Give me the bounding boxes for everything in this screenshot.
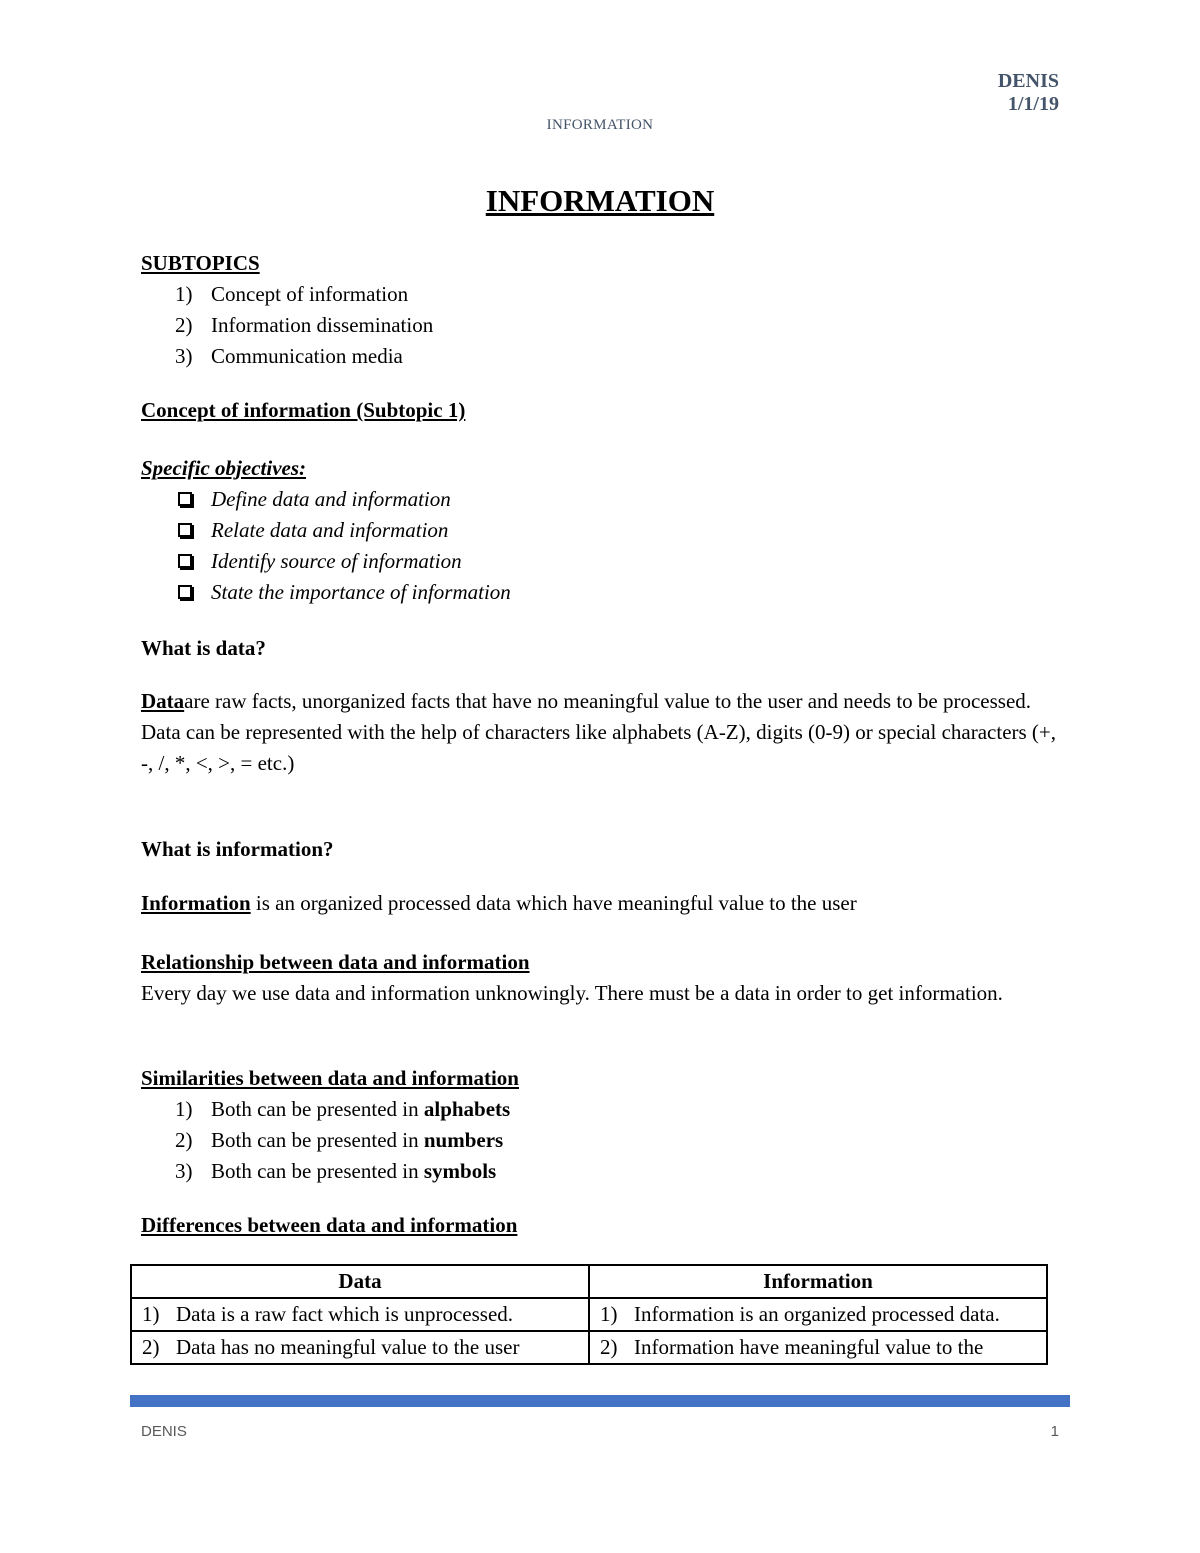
list-item: Identify source of information [141,546,1061,577]
info-term: Information [141,891,251,915]
subtopics-heading: SUBTOPICS [141,251,260,275]
footer-divider [130,1395,1070,1407]
info-definition: is an organized processed data which have meaningful value to the user [250,891,857,915]
checkbox-bullet-icon [178,554,192,568]
list-item: 3) Communication media [175,344,403,368]
subtopics-section [141,248,1061,372]
info-question: What is information? [141,837,334,861]
list-item: 2) Both can be presented in numbers [175,1128,504,1152]
table-cell: 1) Information is an organized processed data. [589,1298,1047,1331]
table-cell: 2) Information have meaningful value to the [589,1331,1047,1364]
list-item: 2) Information dissemination [175,313,434,337]
checkbox-bullet-icon [178,492,192,506]
table-header-row [131,1265,1047,1298]
differences-table [130,1264,1048,1365]
header-date: 1/1/19 [1007,93,1059,115]
list-item: 1) Concept of information [175,282,409,306]
data-definition-paragraph [141,686,1061,779]
table-row [131,1298,1047,1331]
relationship-section [141,947,1061,1009]
document-title: INFORMATION [485,183,715,218]
list-item: State the importance of information [141,577,1061,608]
relationship-heading: Relationship between data and information [141,950,530,974]
list-item: 1) Both can be presented in alphabets [175,1097,511,1121]
data-definition: are raw facts, unorganized facts that have no meaningful value to the user and needs to be processed. [184,689,1032,713]
footer-author: DENIS [141,1423,187,1440]
data-question: What is data? [141,636,266,660]
list-item: Relate data and information [141,515,1061,546]
objectives-section [141,453,1061,608]
differences-heading: Differences between data and information [141,1213,518,1237]
header-author-block [998,70,1059,116]
header-center-title: INFORMATION [546,117,654,133]
data-representation: Data can be represented with the help of characters like alphabets (A-Z), digits (0-9) or special characters (+, -, /, *, <, >, = etc.) [141,720,1057,775]
concept-heading: Concept of information (Subtopic 1) [141,398,466,422]
checkbox-bullet-icon [178,523,192,537]
objectives-heading: Specific objectives: [141,456,307,480]
header-author: DENIS [997,70,1059,92]
subtopics-list [141,279,1061,372]
column-header-information: Information [589,1265,1047,1298]
table-cell: 1) Data is a raw fact which is unprocessed. [131,1298,589,1331]
data-term: Data [141,689,185,713]
similarities-list [141,1094,1061,1187]
similarities-section [141,1063,1061,1187]
checkbox-bullet-icon [178,585,192,599]
column-header-data: Data [131,1265,589,1298]
relationship-text: Every day we use data and information unknowingly. There must be a data in order to get information. [141,981,1003,1005]
info-definition-paragraph [141,888,1061,919]
similarities-heading: Similarities between data and information [141,1066,519,1090]
objectives-list [141,484,1061,608]
list-item: Define data and information [141,484,1061,515]
table-row [131,1331,1047,1364]
list-item: 3) Both can be presented in symbols [175,1159,497,1183]
page-number: 1 [1050,1423,1059,1440]
table-cell: 2) Data has no meaningful value to the user [131,1331,589,1364]
